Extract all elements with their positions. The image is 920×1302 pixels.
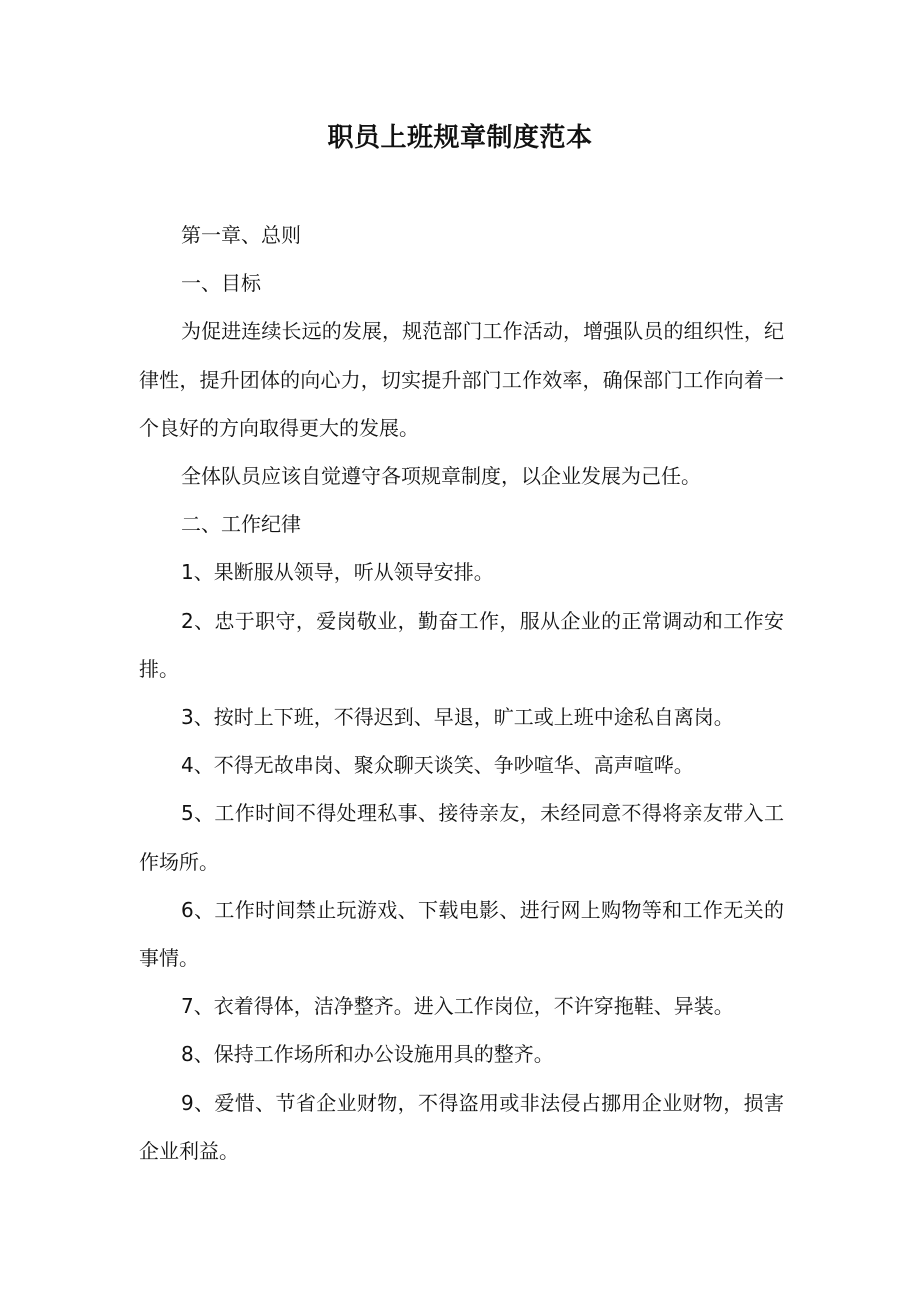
rule-item-7: 7、衣着得体，洁净整齐。进入工作岗位，不许穿拖鞋、异装。 — [181, 994, 734, 1019]
chapter-heading: 第一章、总则 — [181, 223, 301, 247]
rule-item-6: 6、工作时间禁止玩游戏、下载电影、进行网上购物等和工作无关的事情。 — [139, 897, 784, 971]
goals-paragraph: 为促进连续长远的发展，规范部门工作活动，增强队员的组织性，纪律性，提升团体的向心力，切实提升部门工作效率，确保部门工作向着一个良好的方向取得更大的发展。 — [139, 319, 784, 440]
rule-item-4: 4、不得无故串岗、聚众聊天谈笑、争吵喧华、高声喧哗。 — [181, 753, 694, 778]
rule-item-3: 3、按时上下班，不得迟到、早退，旷工或上班中途私自离岗。 — [181, 705, 734, 730]
compliance-paragraph: 全体队员应该自觉遵守各项规章制度，以企业发展为己任。 — [181, 464, 701, 489]
rule-item-1: 1、果断服从领导，听从领导安排。 — [181, 560, 494, 585]
rule-item-5: 5、工作时间不得处理私事、接待亲友，未经同意不得将亲友带入工作场所。 — [139, 801, 784, 874]
section-heading-discipline: 二、工作纪律 — [181, 512, 301, 537]
document-title: 职员上班规章制度范本 — [327, 123, 593, 153]
rule-item-8: 8、保持工作场所和办公设施用具的整齐。 — [181, 1042, 554, 1067]
document-body — [139, 211, 784, 1175]
rule-item-9: 9、爱惜、节省企业财物，不得盗用或非法侵占挪用企业财物，损害企业利益。 — [139, 1090, 784, 1163]
section-heading-goals: 一、目标 — [181, 271, 261, 296]
rule-item-2: 2、忠于职守，爱岗敬业，勤奋工作，服从企业的正常调动和工作安排。 — [139, 608, 784, 681]
